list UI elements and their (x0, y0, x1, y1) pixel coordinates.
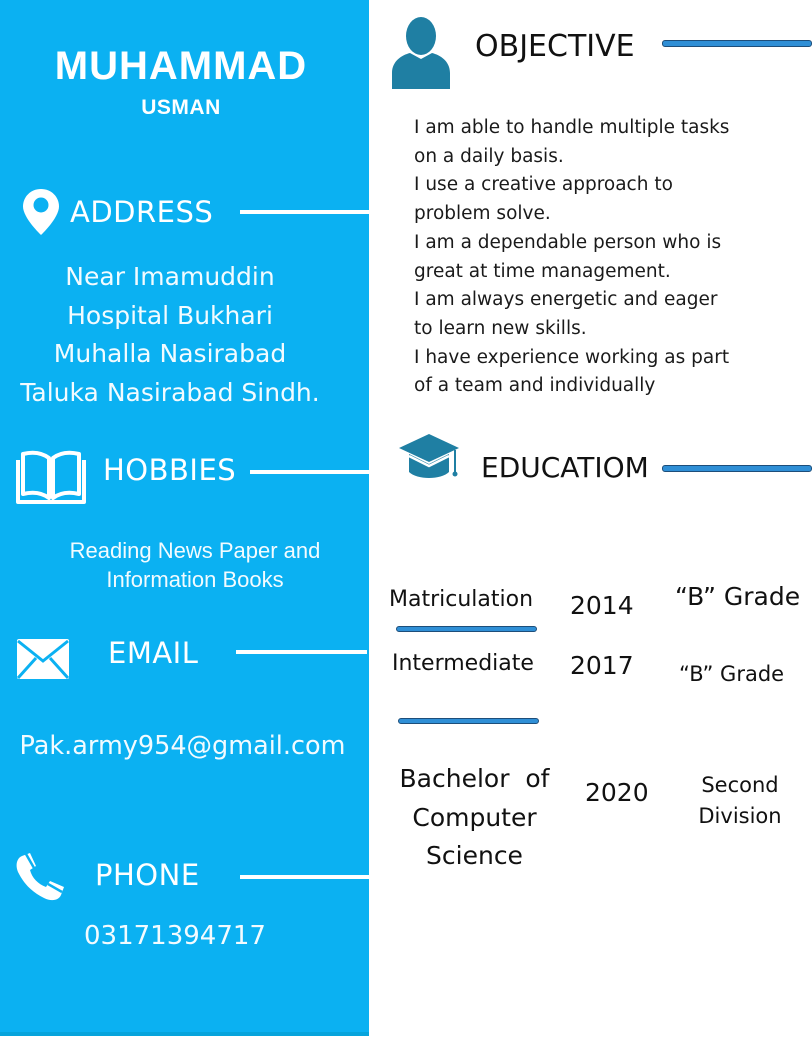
hobbies-line: Reading News Paper and (69, 538, 321, 563)
edu-grade-line: Division (698, 804, 782, 828)
address-line: Hospital Bukhari (67, 300, 273, 330)
objective-line: I am able to handle multiple tasks (414, 117, 730, 138)
phone-icon (12, 850, 68, 906)
education-title: EDUCATIOM (481, 451, 649, 484)
hobbies-title: HOBBIES (103, 453, 237, 487)
address-line: Muhalla Nasirabad (53, 339, 287, 368)
objective-text (414, 114, 774, 401)
last-name: USMAN (141, 96, 221, 119)
education-divider (662, 465, 812, 472)
edu-divider (398, 718, 539, 724)
objective-line: problem solve. (414, 203, 551, 225)
phone-value[interactable]: 03171394717 (84, 921, 266, 951)
email-title: EMAIL (108, 636, 199, 670)
edu-degree-line: Bachelor of (399, 764, 550, 793)
edu-grade (688, 770, 792, 832)
hobbies-divider (250, 470, 369, 474)
edu-grade: “B” Grade (675, 582, 801, 611)
map-pin-icon (21, 187, 61, 237)
edu-grade-line: Second (701, 773, 779, 797)
phone-divider (240, 875, 369, 879)
objective-line: I am a dependable person who is (414, 231, 722, 253)
objective-line: great at time management. (414, 260, 671, 282)
address-text (0, 258, 340, 412)
objective-divider (662, 40, 812, 47)
edu-degree: Matriculation (389, 587, 534, 612)
edu-divider (396, 626, 537, 632)
edu-year: 2017 (570, 651, 634, 680)
edu-degree: Intermediate (392, 651, 534, 676)
hobbies-text (40, 536, 350, 594)
person-icon (390, 15, 452, 91)
objective-line: I am always energetic and eager (414, 289, 718, 311)
edu-year: 2020 (585, 778, 649, 807)
objective-line: I use a creative approach to (414, 174, 673, 196)
address-line: Taluka Nasirabad Sindh. (20, 377, 320, 407)
objective-line: I have experience working as part (414, 346, 730, 368)
objective-line: to learn new skills. (414, 317, 587, 339)
phone-title: PHONE (95, 858, 200, 892)
envelope-icon (16, 638, 70, 680)
edu-degree (392, 760, 557, 876)
sidebar (0, 0, 369, 1036)
email-value[interactable]: Pak.army954@gmail.com (19, 731, 346, 761)
edu-grade: “B” Grade (679, 662, 785, 686)
address-title: ADDRESS (70, 195, 214, 229)
objective-line: of a team and individually (414, 375, 656, 397)
edu-degree-line: Science (426, 841, 523, 870)
address-line: Near Imamuddin (65, 262, 275, 291)
edu-degree-line: Computer (412, 802, 537, 832)
graduation-cap-icon (397, 432, 461, 482)
open-book-icon (15, 448, 87, 506)
address-divider (240, 210, 369, 214)
first-name: MUHAMMAD (54, 44, 308, 88)
edu-year: 2014 (570, 591, 634, 620)
email-divider (236, 650, 367, 654)
objective-title: OBJECTIVE (475, 29, 635, 64)
objective-line: on a daily basis. (414, 145, 564, 167)
hobbies-line: Information Books (106, 567, 284, 592)
